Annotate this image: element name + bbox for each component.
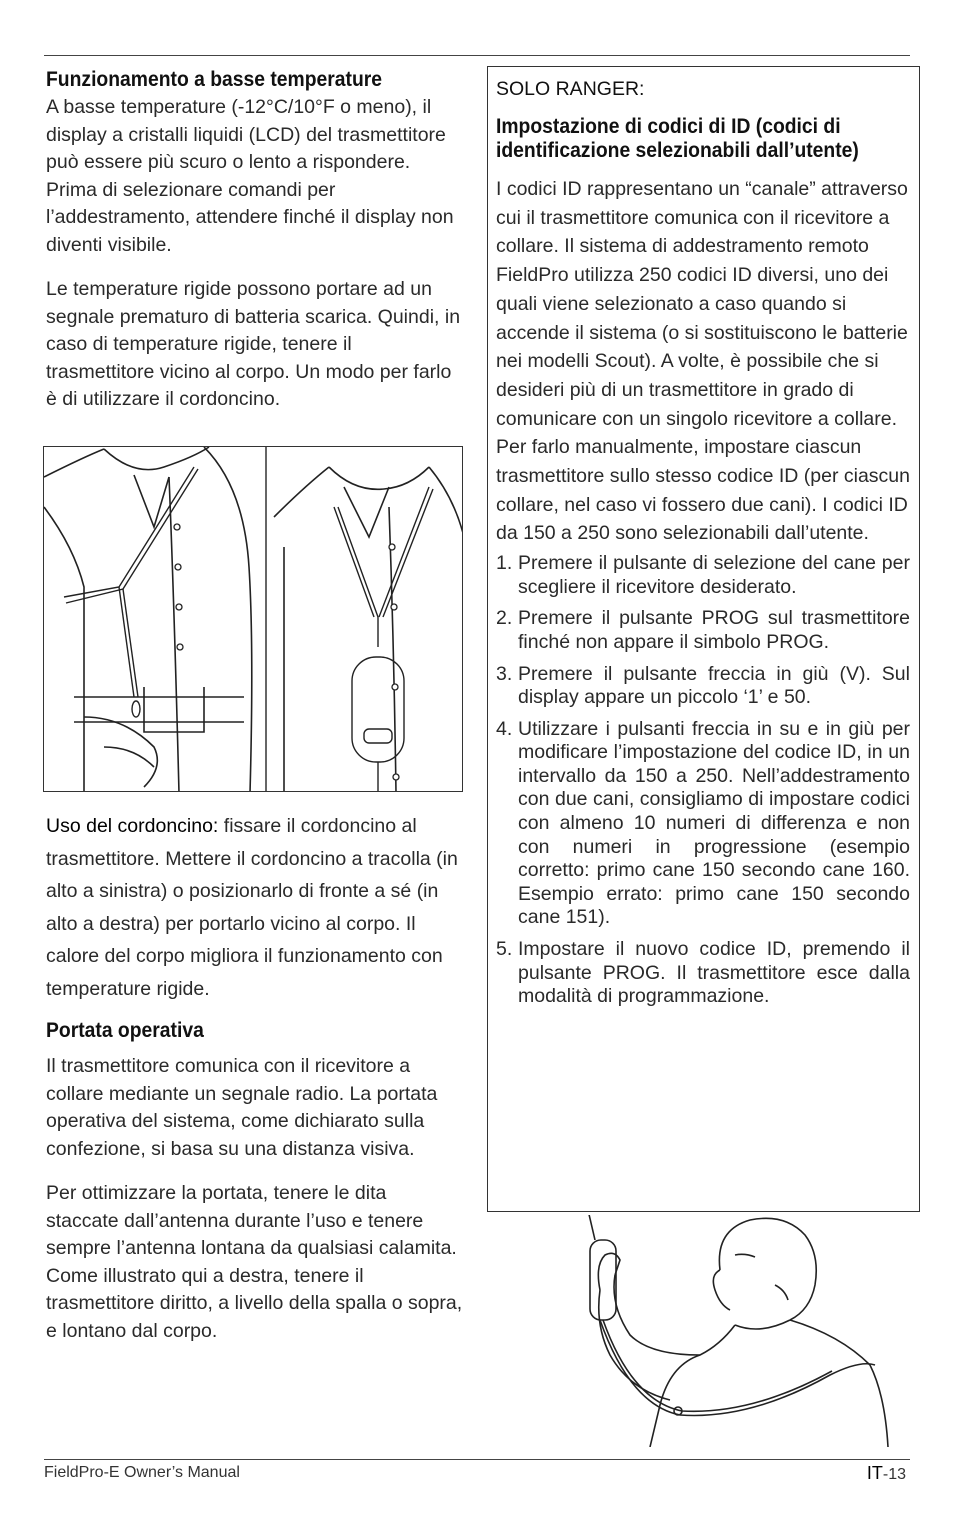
left-column-lower — [46, 810, 464, 1345]
lanyard-shoulder-illustration — [44, 447, 463, 792]
footer-manual-title: FieldPro-E Owner’s Manual — [44, 1464, 240, 1481]
section-heading-range: Portata operativa — [46, 1019, 204, 1042]
section-heading-low-temp: Funzionamento a basse temperature — [46, 68, 383, 91]
paragraph-lanyard — [46, 810, 464, 1005]
bottom-rule — [44, 1459, 910, 1460]
step-item: 1. Premere il pulsante di selezione del cane per scegliere il ricevitore desiderato. — [496, 552, 910, 598]
step-item: 2. Premere il pulsante PROG sul trasmettitore finché non appare il simbolo PROG. — [496, 607, 910, 653]
paragraph-range-2: Per ottimizzare la portata, tenere le dita staccate dall’antenna durante l’uso e tenere sempre l’antenna lontana da qualsiasi calamita. Come illustrato qui a destra, tenere il trasmettitore diritto, a livello della spalla o sopra, e lontano dal corpo. — [46, 1182, 463, 1342]
paragraph-range-1: Il trasmettitore comunica con il ricevitore a collare mediante un segnale radio. La portata operativa del sistema, come dichiarato sulla confezione, si basa su una distanza visiva. — [46, 1055, 438, 1160]
solo-ranger-box — [487, 66, 920, 1212]
top-rule — [44, 55, 910, 56]
footer-language-code: IT — [866, 1463, 883, 1483]
id-codes-intro: I codici ID rappresentano un “canale” attraverso cui il trasmettitore comunica con il ricevitore a collare. Il sistema di addestramento remoto FieldPro utilizza 250 codici ID diversi, uno dei quali viene selezionato a caso quando si accende il sistema (o si sostituiscono le batterie nei modelli Scout). A volte, è possibile che si desideri più di un trasmettitore in grado di comunicare con un singolo ricevitore a collare. Per farlo manualmente, impostare ciascun trasmettitore sullo stesso codice ID (per ciascun collare, nel caso vi fossero due cani). I codici ID da 150 a 250 sono selezionabili dall’utente. — [496, 178, 910, 545]
footer-page-number — [867, 1463, 906, 1484]
paragraph-low-temp-1: A basse temperature (-12°C/10°F o meno), il display a cristalli liquidi (LCD) del trasmettitore può essere più scuro o lento a rispondere. Prima di selezionare comandi per l’addestramento, attendere finché il display non diventi visibile. — [46, 96, 454, 256]
id-codes-heading: Impostazione di codici di ID (codici di identificazione selezionabili dall’utente) — [496, 115, 859, 162]
left-column — [46, 68, 464, 414]
footer-page: -13 — [882, 1466, 906, 1483]
paragraph-low-temp-2: Le temperature rigide possono portare ad un segnale prematuro di batteria scarica. Quindi, in caso di temperature rigide, tenere il trasmettitore vicino al corpo. Un modo per farlo è di utilizzare il cordoncino. — [46, 278, 461, 410]
step-item: 4. Utilizzare i pulsanti freccia in su e in giù per modificare l’impostazione del codice ID, in un intervallo da 150 a 250. Nell’addestramento con due cani, consigliamo di impostare codici con almeno 10 numeri di differenza e non con numeri in progressione (esempio corretto: primo cane 150 secondo cane 160. Esempio errato: primo cane 150 secondo cane 151). — [496, 717, 910, 929]
step-item: 3. Premere il pulsante freccia in giù (V). Sul display appare un piccolo ‘1’ e 50. — [496, 662, 910, 709]
solo-ranger-label: SOLO RANGER: — [496, 78, 645, 100]
lanyard-label: Uso del cordoncino: — [46, 815, 219, 837]
lanyard-illustration-frame — [43, 446, 463, 792]
range-holding-illustration — [570, 1215, 890, 1447]
lanyard-text: fissare il cordoncino al trasmettitore. Mettere il cordoncino a tracolla (in alto a sinistra) o posizionarlo di fronte a sé (in alto a destra) per portarlo vicino al corpo. Il calore del corpo migliora il funzionamento con temperature rigide. — [46, 815, 458, 1000]
id-codes-steps — [496, 552, 910, 1009]
step-item: 5. Impostare il nuovo codice ID, premendo il pulsante PROG. Il trasmettitore esce dalla modalità di programmazione. — [496, 938, 910, 1008]
